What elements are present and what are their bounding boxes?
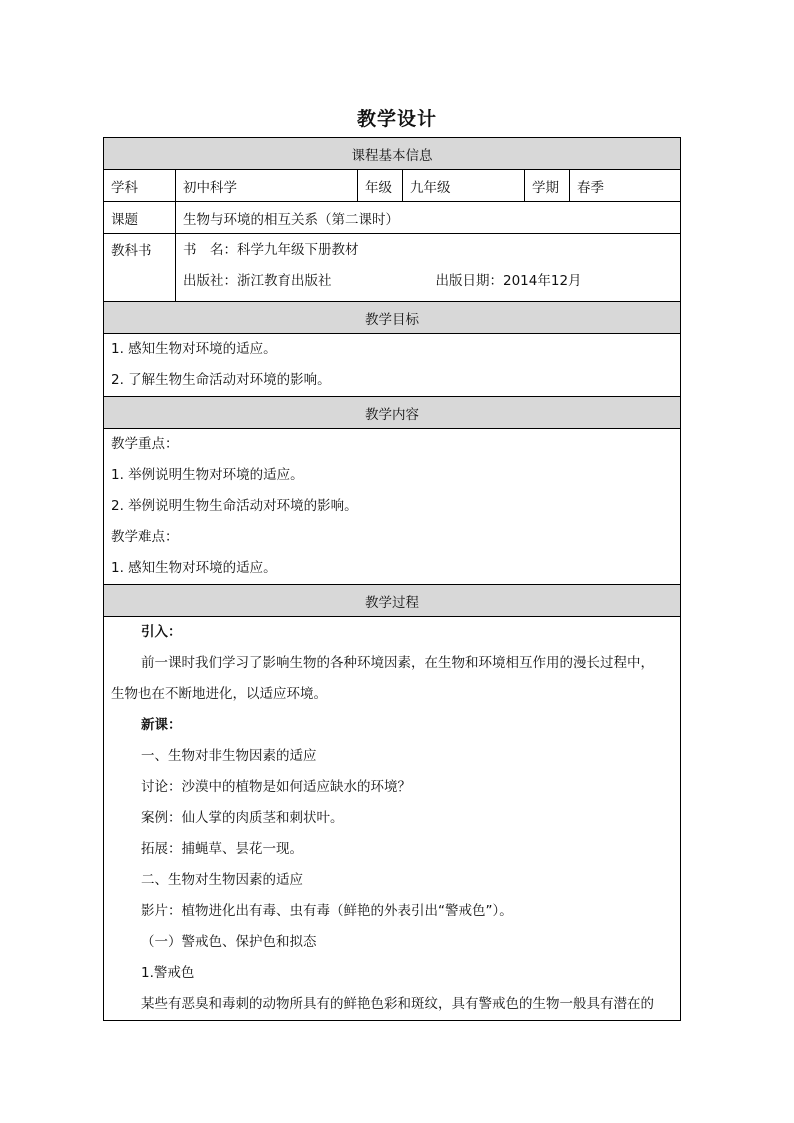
publisher: 出版社：浙江教育出版社: [183, 273, 332, 289]
intro-label: 引入：: [141, 624, 182, 640]
objectives-body: [104, 334, 681, 397]
difficult-point-item: 1. 感知生物对环境的适应。: [111, 560, 277, 576]
extension-line: 拓展：捕蝇草、昙花一现。: [141, 841, 303, 857]
process-body: [104, 617, 681, 1021]
term-value: 春季: [570, 170, 681, 202]
intro-text-line: 前一课时我们学习了影响生物的各种环境因素，在生物和环境相互作用的漫长过程中，: [141, 655, 654, 671]
paragraph-line: 某些有恶臭和毒刺的动物所具有的鲜艳色彩和斑纹，具有警戒色的生物一般具有潜在的: [141, 996, 654, 1012]
difficult-points-label: 教学难点：: [111, 529, 179, 545]
new-lesson-label: 新课：: [141, 717, 182, 733]
case-line: 案例：仙人掌的肉质茎和刺状叶。: [141, 810, 344, 826]
lesson-plan-table: [103, 137, 681, 1021]
objective-item: 2. 了解生物生命活动对环境的影响。: [111, 372, 331, 388]
topic-label: 课题: [104, 202, 176, 234]
subsection-heading: （一）警戒色、保护色和拟态: [141, 934, 317, 950]
objective-item: 1. 感知生物对环境的适应。: [111, 341, 277, 357]
key-points-label: 教学重点：: [111, 436, 179, 452]
page-title: 教学设计: [356, 108, 437, 130]
intro-text-line: 生物也在不断地进化，以适应环境。: [111, 686, 327, 702]
section-heading: 二、生物对生物因素的适应: [141, 872, 303, 888]
key-point-item: 2. 举例说明生物生命活动对环境的影响。: [111, 498, 358, 514]
process-header: 教学过程: [104, 585, 681, 617]
basic-info-header: 课程基本信息: [104, 138, 681, 170]
item-heading: 1.警戒色: [141, 965, 195, 981]
section-heading: 一、生物对非生物因素的适应: [141, 748, 317, 764]
key-point-item: 1. 举例说明生物对环境的适应。: [111, 467, 304, 483]
objectives-header: 教学目标: [104, 302, 681, 334]
publisher-line: [183, 270, 673, 301]
grade-value: 九年级: [403, 170, 525, 202]
film-line: 影片：植物进化出有毒、虫有毒（鲜艳的外表引出“警戒色”）。: [141, 903, 513, 919]
term-label: 学期: [525, 170, 570, 202]
discussion-line: 讨论：沙漠中的植物是如何适应缺水的环境？: [141, 779, 411, 795]
textbook-label: 教科书: [104, 234, 176, 302]
publish-date: 出版日期：2014年12月: [435, 273, 582, 289]
content-header: 教学内容: [104, 397, 681, 429]
textbook-info: [176, 234, 681, 302]
grade-label: 年级: [358, 170, 403, 202]
book-name: 书 名：科学九年级下册教材: [183, 242, 359, 258]
subject-label: 学科: [104, 170, 176, 202]
topic-value: 生物与环境的相互关系（第二课时）: [176, 202, 681, 234]
content-body: [104, 429, 681, 585]
subject-value: 初中科学: [176, 170, 358, 202]
